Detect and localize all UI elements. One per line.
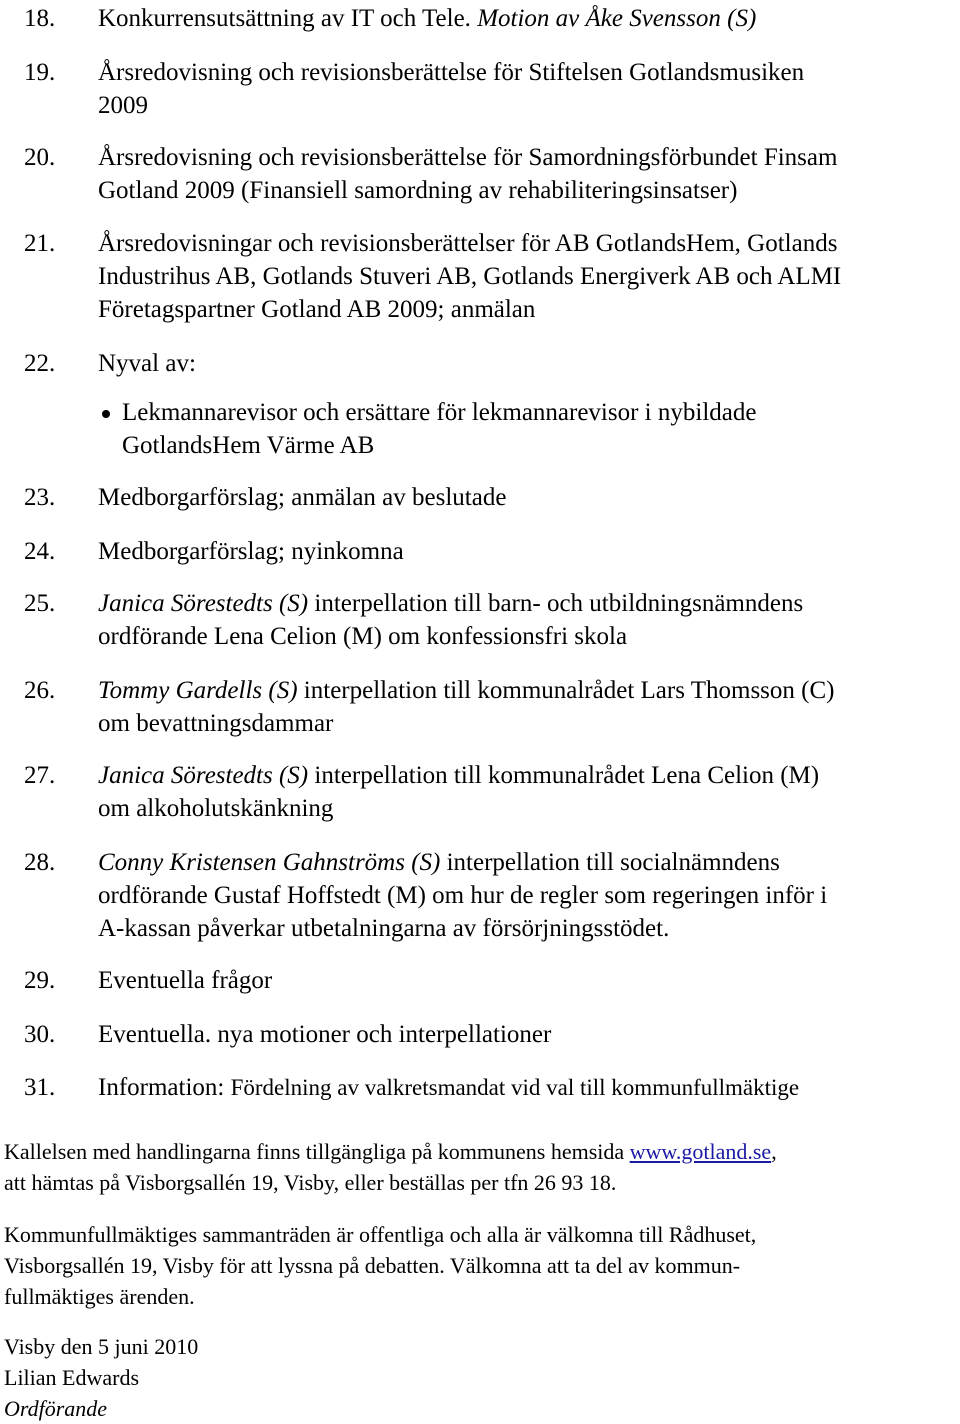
agenda-item-number: 26. — [24, 677, 56, 704]
agenda-text-segment: Information: — [98, 1074, 231, 1101]
agenda-item-line — [98, 535, 956, 568]
agenda-item-line — [98, 792, 956, 825]
agenda-item-text — [98, 141, 956, 207]
author-name: Tommy Gardells (S) — [98, 677, 298, 704]
agenda-text-segment: 2009 — [98, 92, 148, 119]
agenda-item-number: 31. — [24, 1074, 56, 1101]
agenda-item-text — [98, 56, 956, 122]
agenda-item-line — [98, 227, 956, 260]
agenda-item-line — [98, 56, 956, 89]
agenda-item-text — [98, 1018, 956, 1051]
agenda-item-line — [98, 141, 956, 174]
agenda-item-line — [98, 879, 956, 912]
agenda-item-number: 21. — [24, 230, 56, 257]
agenda-text-segment: interpellation till kommunalrådet Lena Celion (M) — [308, 762, 820, 789]
agenda-text-segment: Årsredovisning och revisionsberättelse för Samordningsförbundet Finsam — [98, 144, 838, 171]
agenda-item-line — [98, 174, 956, 207]
agenda-text-segment: Nyval av: — [98, 350, 196, 377]
agenda-text-segment: Fördelning av valkretsmandat vid val till kommunfullmäktige — [230, 1075, 800, 1100]
agenda-item-number: 28. — [24, 849, 56, 876]
agenda-text-segment: interpellation till socialnämndens — [440, 849, 780, 876]
agenda-item-text — [98, 1071, 956, 1104]
agenda-item-line — [98, 846, 956, 879]
signer-name: Lilian Edwards — [4, 1365, 140, 1390]
signer-title: Ordförande — [4, 1396, 108, 1421]
agenda-text-segment: Gotland 2009 (Finansiell samordning av rehabiliteringsinsatser) — [98, 177, 738, 204]
agenda-item-line — [98, 89, 956, 122]
agenda-item-number: 24. — [24, 538, 56, 565]
agenda-text-segment: ordförande Gustaf Hoffstedt (M) om hur de regler som regeringen inför i — [98, 882, 828, 909]
bullet-text-line: GotlandsHem Värme AB — [122, 432, 375, 459]
agenda-item-number: 20. — [24, 144, 56, 171]
agenda-item-line — [98, 1018, 956, 1051]
agenda-item-number: 25. — [24, 590, 56, 617]
agenda-text-segment: Medborgarförslag; nyinkomna — [98, 538, 404, 565]
agenda-text-segment: interpellation till kommunalrådet Lars Thomsson (C) — [297, 677, 835, 704]
agenda-text-segment: Medborgarförslag; anmälan av beslutade — [98, 484, 507, 511]
footer-text: Kallelsen med handlingarna finns tillgängliga på kommunens hemsida — [4, 1139, 630, 1164]
agenda-item-number: 18. — [24, 5, 56, 32]
footer-paragraph-public — [4, 1219, 954, 1312]
agenda-text-segment: ordförande Lena Celion (M) om konfessionsfri skola — [98, 623, 628, 650]
agenda-item-text — [98, 227, 956, 326]
agenda-item-line — [98, 759, 956, 792]
place-date: Visby den 5 juni 2010 — [4, 1334, 199, 1359]
agenda-text-segment: Årsredovisning och revisionsberättelse för Stiftelsen Gotlandsmusiken — [98, 59, 805, 86]
agenda-item-line — [98, 587, 956, 620]
agenda-item-line — [98, 2, 956, 35]
footer-text: Kommunfullmäktiges sammanträden är offentliga och alla är välkomna till Rådhuset, — [4, 1222, 757, 1247]
footer-text: , — [771, 1139, 777, 1164]
footer-text: att hämtas på Visborgsallén 19, Visby, eller beställas per tfn 26 93 18. — [4, 1170, 617, 1195]
signature-block — [4, 1331, 954, 1424]
agenda-text-segment: om bevattningsdammar — [98, 710, 334, 737]
agenda-item-number: 29. — [24, 967, 56, 994]
agenda-item-text — [98, 2, 956, 35]
website-link[interactable]: www.gotland.se — [629, 1139, 772, 1164]
agenda-item-line — [98, 620, 956, 653]
agenda-text-segment: Industrihus AB, Gotlands Stuveri AB, Gotlands Energiverk AB och ALMI — [98, 263, 842, 290]
author-name: Conny Kristensen Gahnströms (S) — [98, 849, 441, 876]
agenda-item-text — [98, 535, 956, 568]
agenda-item-line — [98, 293, 956, 326]
agenda-item-line — [98, 260, 956, 293]
author-name: Janica Sörestedts (S) — [98, 590, 309, 617]
agenda-item-text — [98, 481, 956, 514]
agenda-item-text — [98, 587, 956, 653]
agenda-item-line — [98, 912, 956, 945]
agenda-item-text — [98, 347, 956, 380]
agenda-item-text — [98, 759, 956, 825]
author-name: Motion av Åke Svensson (S) — [477, 5, 757, 32]
agenda-item-line — [98, 707, 956, 740]
agenda-item-text — [98, 964, 956, 997]
agenda-item-line — [98, 964, 956, 997]
agenda-item-number: 27. — [24, 762, 56, 789]
footer-paragraph-documents — [4, 1136, 954, 1198]
agenda-text-segment: A-kassan påverkar utbetalningarna av försörjningsstödet. — [98, 915, 670, 942]
bullet-text-line: Lekmannarevisor och ersättare för lekmannarevisor i nybildade — [122, 399, 757, 426]
footer-text: fullmäktiges ärenden. — [4, 1284, 195, 1309]
agenda-item-number: 30. — [24, 1021, 56, 1048]
agenda-item-number: 22. — [24, 350, 56, 377]
agenda-item-line — [98, 1071, 956, 1104]
agenda-text-segment: Företagspartner Gotland AB 2009; anmälan — [98, 296, 536, 323]
agenda-item-line — [98, 347, 956, 380]
author-name: Janica Sörestedts (S) — [98, 762, 309, 789]
agenda-item-number: 19. — [24, 59, 56, 86]
footer-text: Visborgsallén 19, Visby för att lyssna på debatten. Välkomna att ta del av kommun- — [4, 1253, 741, 1278]
agenda-item-line — [98, 674, 956, 707]
agenda-text-segment: Årsredovisningar och revisionsberättelser för AB GotlandsHem, Gotlands — [98, 230, 838, 257]
agenda-text-segment: interpellation till barn- och utbildningsnämndens — [308, 590, 804, 617]
agenda-item-text — [98, 674, 956, 740]
agenda-item-text — [98, 846, 956, 945]
agenda-text-segment: om alkoholutskänkning — [98, 795, 334, 822]
agenda-item-number: 23. — [24, 484, 56, 511]
agenda-text-segment: Konkurrensutsättning av IT och Tele. — [98, 5, 478, 32]
agenda-text-segment: Eventuella frågor — [98, 967, 273, 994]
bullet-icon — [102, 410, 110, 418]
agenda-item-line — [98, 481, 956, 514]
agenda-text-segment: Eventuella. nya motioner och interpellationer — [98, 1021, 552, 1048]
